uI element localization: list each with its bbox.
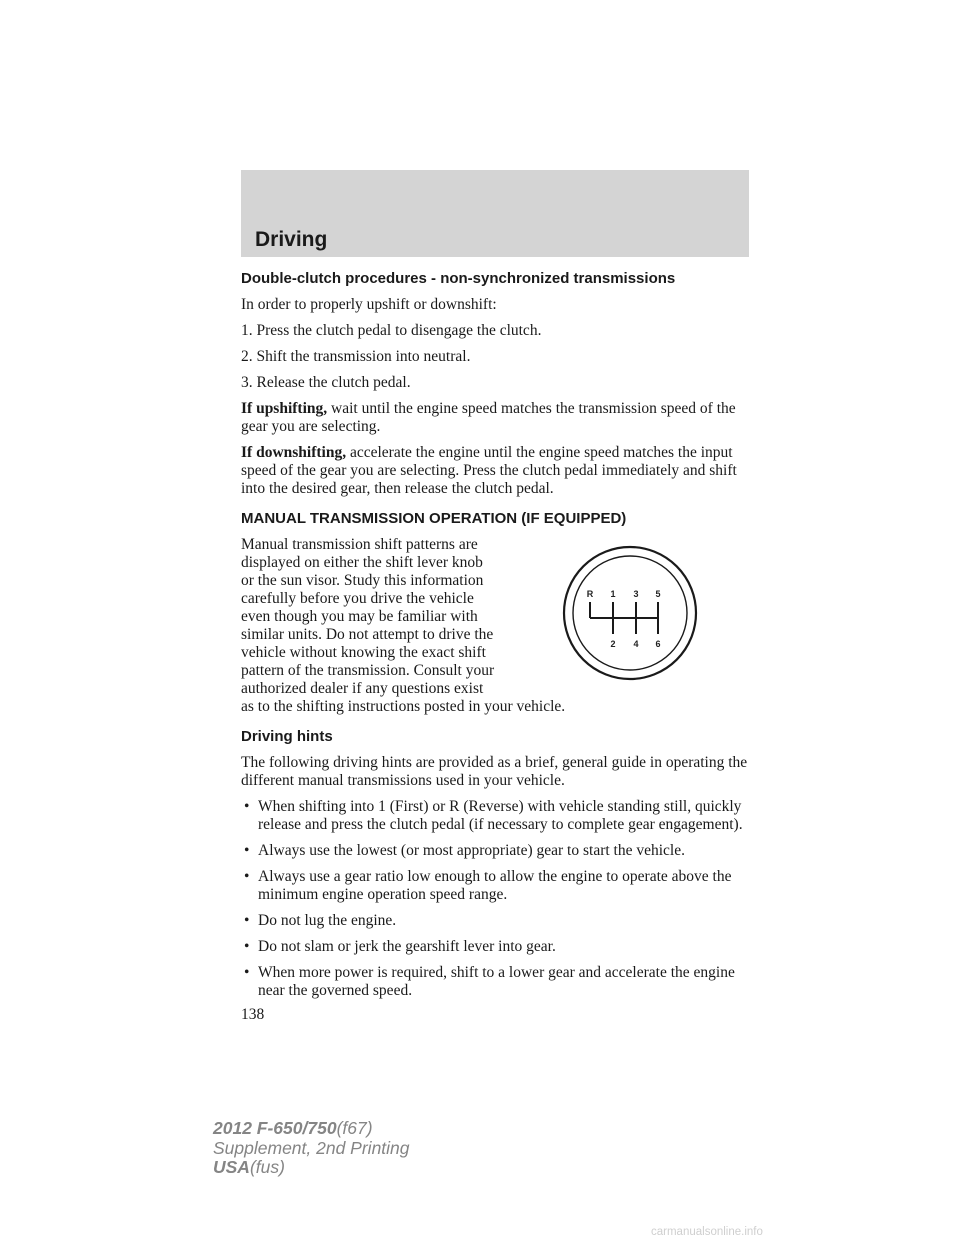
bullet: • (244, 842, 250, 859)
double-clutch-intro: In order to properly upshift or downshift: (241, 296, 497, 313)
page-content (241, 266, 749, 1024)
upshift-paragraph (241, 400, 749, 436)
manual-operation-heading: MANUAL TRANSMISSION OPERATION (IF EQUIPPED) (241, 510, 627, 527)
footer-region: USA (213, 1157, 250, 1177)
gear-label-5: 5 (655, 589, 661, 599)
upshift-label: If upshifting, (241, 400, 328, 417)
list-item (241, 868, 749, 904)
bullet: • (244, 798, 250, 815)
watermark-text: carmanualsonline.info (651, 1226, 763, 1238)
bullet: • (244, 912, 250, 929)
driving-hints-intro: The following driving hints are provided as a brief, general guide in operating the different manual transmissions used in your vehicle. (241, 754, 748, 789)
gear-label-2: 2 (610, 639, 616, 649)
manual-operation-body: Manual transmission shift patterns are displayed on either the shift lever knob or the sun visor. Study this information carefully before you drive the vehicle even though you may be familiar with similar units. Do not attempt to drive the vehicle without knowing the exact shift pattern of the transmission. Consult your authorized dealer if any questions exist as to the shifting instructions posted in your vehicle. (241, 536, 566, 715)
footer-model-code: (f67) (336, 1118, 373, 1138)
list-item (241, 798, 749, 834)
section-header (241, 170, 749, 257)
section-title: Driving (255, 228, 328, 251)
footer-model: 2012 F-650/750 (213, 1118, 337, 1138)
footer-line-supplement: Supplement, 2nd Printing (213, 1137, 410, 1158)
print-footer (213, 1119, 410, 1178)
shift-pattern-diagram (505, 532, 749, 692)
double-clutch-heading: Double-clutch procedures - non-synchronized transmissions (241, 270, 676, 287)
list-item (241, 938, 749, 956)
page-number: 138 (241, 1006, 265, 1023)
list-item-text: Do not slam or jerk the gearshift lever into gear. (258, 938, 556, 955)
bullet: • (244, 938, 250, 955)
list-item-text: Always use a gear ratio low enough to allow the engine to operate above the minimum engine operation speed range. (258, 868, 732, 903)
gear-label-1: 1 (610, 589, 616, 599)
bullet: • (244, 868, 250, 885)
step-1: 1. Press the clutch pedal to disengage the clutch. (241, 322, 542, 339)
upshift-text: wait until the engine speed matches the transmission speed of the gear you are selecting. (241, 400, 736, 435)
gear-label-6: 6 (655, 639, 661, 649)
shift-pattern-figure (505, 532, 749, 692)
list-item (241, 842, 749, 860)
list-item-text: Do not lug the engine. (258, 912, 397, 929)
list-item (241, 964, 749, 1000)
step-2: 2. Shift the transmission into neutral. (241, 348, 471, 365)
knob-outer-ring (564, 547, 696, 679)
driving-hints-heading: Driving hints (241, 728, 333, 745)
step-3: 3. Release the clutch pedal. (241, 374, 411, 391)
list-item (241, 912, 749, 930)
gear-label-4: 4 (633, 639, 639, 649)
downshift-paragraph (241, 444, 749, 498)
list-item-text: Always use the lowest (or most appropriate) gear to start the vehicle. (258, 842, 685, 859)
shift-gate-lines (590, 602, 658, 634)
footer-line-model (213, 1119, 410, 1139)
downshift-label: If downshifting, (241, 444, 347, 461)
list-item-text: When shifting into 1 (First) or R (Reverse) with vehicle standing still, quickly release and press the clutch pedal (if necessary to complete gear engagement). (258, 798, 743, 833)
list-item-text: When more power is required, shift to a lower gear and accelerate the engine near the governed speed. (258, 964, 735, 999)
gear-label-3: 3 (633, 589, 639, 599)
driving-hints-list (241, 798, 749, 1000)
footer-region-code: (fus) (249, 1157, 285, 1177)
downshift-text: accelerate the engine until the engine speed matches the input speed of the gear you are selecting. Press the clutch pedal immediately and shift into the desired gear, then release the clutch pedal. (241, 444, 737, 497)
gear-label-r: R (586, 589, 594, 599)
footer-line-region (213, 1158, 410, 1178)
bullet: • (244, 964, 250, 981)
